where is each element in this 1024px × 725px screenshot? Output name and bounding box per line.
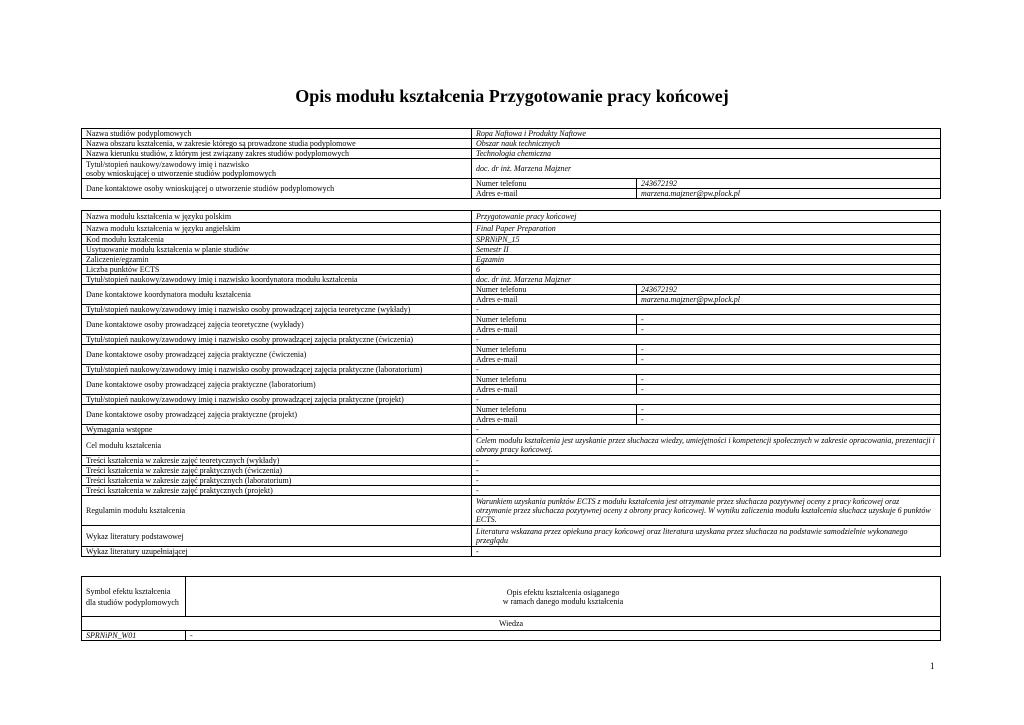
field-label: Treści kształcenia w zakresie zajęć praktycznych (laboratorium) bbox=[82, 476, 472, 486]
table-row bbox=[82, 486, 941, 496]
phone-value: - bbox=[637, 345, 941, 355]
field-label: Wymagania wstępne bbox=[82, 425, 472, 435]
field-value: Egzamin bbox=[472, 255, 941, 265]
table-row bbox=[82, 149, 941, 159]
field-label: Dane kontaktowe osoby wnioskującej o utworzenie studiów podyplomowych bbox=[82, 179, 472, 199]
table-row bbox=[82, 223, 941, 235]
field-label: Treści kształcenia w zakresie zajęć praktycznych (projekt) bbox=[82, 486, 472, 496]
phone-value: 243672192 bbox=[637, 285, 941, 295]
table-row bbox=[82, 129, 941, 139]
phone-value: - bbox=[637, 315, 941, 325]
phone-value: 243672192 bbox=[637, 179, 941, 189]
field-value: Final Paper Preparation bbox=[472, 223, 941, 235]
field-value: Semestr II bbox=[472, 245, 941, 255]
field-label: Dane kontaktowe osoby prowadzącej zajęcia praktyczne (projekt) bbox=[82, 405, 472, 425]
label-line: osoby wnioskującej o utworzenie studiów podyplomowych bbox=[86, 168, 276, 178]
table-row bbox=[82, 159, 941, 179]
email-label: Adres e-mail bbox=[472, 189, 637, 199]
field-label: Treści kształcenia w zakresie zajęć teoretycznych (wykłady) bbox=[82, 456, 472, 466]
table-row bbox=[82, 466, 941, 476]
field-label: Kod modułu kształcenia bbox=[82, 235, 472, 245]
table-row bbox=[82, 255, 941, 265]
field-value: 6 bbox=[472, 265, 941, 275]
table-row bbox=[82, 179, 941, 189]
table-row bbox=[82, 139, 941, 149]
field-value: Warunkiem uzyskania punktów ECTS z modułu kształcenia jest otrzymanie przez słuchacza pozytywnej oceny z pracy końcowej oraz otrzymanie przez słuchacza pozytywnej oceny z obrony pracy końcowej. W wyniku zaliczenia modułu kształcenia słuchacz uzyskuje 6 punktów ECTS. bbox=[472, 496, 941, 526]
email-value: marzena.majzner@pw.plock.pl bbox=[637, 295, 941, 305]
field-label: Tytuł/stopień naukowy/zawodowy imię i nazwisko osoby prowadzącej zajęcia praktyczne (projekt) bbox=[82, 395, 472, 405]
field-label bbox=[82, 159, 472, 179]
field-value: doc. dr inż. Marzena Majzner bbox=[472, 275, 941, 285]
field-label: Nazwa obszaru kształcenia, w zakresie którego są prowadzone studia podyplomowe bbox=[82, 139, 472, 149]
table-row bbox=[82, 547, 941, 557]
table-row bbox=[82, 425, 941, 435]
outcome-description: - bbox=[186, 631, 941, 641]
table-row bbox=[82, 375, 941, 385]
field-label: Zaliczenie/egzamin bbox=[82, 255, 472, 265]
table-row bbox=[82, 456, 941, 466]
field-value: - bbox=[472, 486, 941, 496]
field-label: Regulamin modułu kształcenia bbox=[82, 496, 472, 526]
table-row bbox=[82, 335, 941, 345]
phone-label: Numer telefonu bbox=[472, 375, 637, 385]
email-value: - bbox=[637, 415, 941, 425]
table-row bbox=[82, 235, 941, 245]
field-value: - bbox=[472, 425, 941, 435]
email-label: Adres e-mail bbox=[472, 295, 637, 305]
field-label: Nazwa modułu kształcenia w języku polskim bbox=[82, 211, 472, 223]
field-label: Liczba punktów ECTS bbox=[82, 265, 472, 275]
email-label: Adres e-mail bbox=[472, 415, 637, 425]
field-value: - bbox=[472, 456, 941, 466]
label-line: Tytuł/stopień naukowy/zawodowy imię i nazwisko bbox=[86, 159, 249, 169]
phone-label: Numer telefonu bbox=[472, 315, 637, 325]
header-line: Opis efektu kształcenia osiąganego bbox=[506, 587, 620, 597]
learning-outcomes-table bbox=[81, 576, 941, 641]
field-label: Nazwa modułu kształcenia w języku angielskim bbox=[82, 223, 472, 235]
table-row bbox=[82, 275, 941, 285]
phone-label: Numer telefonu bbox=[472, 179, 637, 189]
field-label: Dane kontaktowe osoby prowadzącej zajęcia teoretyczne (wykłady) bbox=[82, 315, 472, 335]
symbol-header: Symbol efektu kształcenia dla studiów podyplomowych bbox=[82, 577, 186, 617]
table-row bbox=[82, 577, 941, 617]
field-label: Tytuł/stopień naukowy/zawodowy imię i nazwisko osoby prowadzącej zajęcia teoretyczne (wykłady) bbox=[82, 305, 472, 315]
table-row bbox=[82, 265, 941, 275]
table-row bbox=[82, 526, 941, 547]
table-row bbox=[82, 435, 941, 456]
table-row bbox=[82, 211, 941, 223]
field-label: Tytuł/stopień naukowy/zawodowy imię i nazwisko osoby prowadzącej zajęcia praktyczne (laboratorium) bbox=[82, 365, 472, 375]
email-value: - bbox=[637, 355, 941, 365]
table-row bbox=[82, 285, 941, 295]
phone-label: Numer telefonu bbox=[472, 285, 637, 295]
field-value: Przygotowanie pracy końcowej bbox=[472, 211, 941, 223]
table-row bbox=[82, 245, 941, 255]
table-row bbox=[82, 315, 941, 325]
field-value: SPRNiPN_15 bbox=[472, 235, 941, 245]
outcome-symbol: SPRNiPN_W01 bbox=[82, 631, 186, 641]
table-row bbox=[82, 345, 941, 355]
field-label: Usytuowanie modułu kształcenia w planie studiów bbox=[82, 245, 472, 255]
email-value: - bbox=[637, 385, 941, 395]
email-label: Adres e-mail bbox=[472, 385, 637, 395]
phone-value: - bbox=[637, 375, 941, 385]
field-value: Technologia chemiczna bbox=[472, 149, 941, 159]
phone-label: Numer telefonu bbox=[472, 405, 637, 415]
table-row bbox=[82, 405, 941, 415]
description-header bbox=[186, 577, 941, 617]
field-label: Tytuł/stopień naukowy/zawodowy imię i nazwisko osoby prowadzącej zajęcia praktyczne (ćwiczenia) bbox=[82, 335, 472, 345]
table-row bbox=[82, 476, 941, 486]
field-label: Treści kształcenia w zakresie zajęć praktycznych (ćwiczenia) bbox=[82, 466, 472, 476]
table-row bbox=[82, 365, 941, 375]
field-label: Dane kontaktowe koordynatora modułu kształcenia bbox=[82, 285, 472, 305]
field-value: Ropa Naftowa i Produkty Naftowe bbox=[472, 129, 941, 139]
program-info-table bbox=[81, 128, 941, 199]
field-label: Cel modułu kształcenia bbox=[82, 435, 472, 456]
table-row bbox=[82, 496, 941, 526]
email-label: Adres e-mail bbox=[472, 325, 637, 335]
header-line: w ramach danego modułu kształcenia bbox=[502, 596, 624, 606]
field-label: Wykaz literatury podstawowej bbox=[82, 526, 472, 547]
field-value: - bbox=[472, 466, 941, 476]
field-value: - bbox=[472, 395, 941, 405]
field-value: Obszar nauk technicznych bbox=[472, 139, 941, 149]
module-info-table bbox=[81, 210, 941, 557]
field-value: doc. dr inż. Marzena Majzner bbox=[472, 159, 941, 179]
field-label: Wykaz literatury uzupełniającej bbox=[82, 547, 472, 557]
email-value: marzena.majzner@pw.plock.pl bbox=[637, 189, 941, 199]
phone-label: Numer telefonu bbox=[472, 345, 637, 355]
page-title: Opis modułu kształcenia Przygotowanie pracy końcowej bbox=[295, 86, 729, 106]
field-label: Nazwa studiów podyplomowych bbox=[82, 129, 472, 139]
field-label: Dane kontaktowe osoby prowadzącej zajęcia praktyczne (ćwiczenia) bbox=[82, 345, 472, 365]
email-value: - bbox=[637, 325, 941, 335]
field-label: Dane kontaktowe osoby prowadzącej zajęcia praktyczne (laboratorium) bbox=[82, 375, 472, 395]
field-value: Literatura wskazana przez opiekuna pracy końcowej oraz literatura uzyskana przez słuchacza na podstawie samodzielnie wykonanego przeglądu bbox=[472, 526, 941, 547]
category-heading: Wiedza bbox=[82, 617, 941, 631]
field-value: - bbox=[472, 476, 941, 486]
field-value: - bbox=[472, 365, 941, 375]
table-row bbox=[82, 395, 941, 405]
field-label: Tytuł/stopień naukowy/zawodowy imię i nazwisko koordynatora modułu kształcenia bbox=[82, 275, 472, 285]
table-row bbox=[82, 631, 941, 641]
field-label: Nazwa kierunku studiów, z którym jest związany zakres studiów podyplomowych bbox=[82, 149, 472, 159]
field-value: - bbox=[472, 305, 941, 315]
field-value: Celem modułu kształcenia jest uzyskanie przez słuchacza wiedzy, umiejętności i kompetencji społecznych w zakresie opracowania, prezentacji i obrony pracy końcowej. bbox=[472, 435, 941, 456]
phone-value: - bbox=[637, 405, 941, 415]
field-value: - bbox=[472, 335, 941, 345]
table-row bbox=[82, 617, 941, 631]
page-number: 1 bbox=[930, 661, 935, 671]
field-value: - bbox=[472, 547, 941, 557]
table-row bbox=[82, 305, 941, 315]
email-label: Adres e-mail bbox=[472, 355, 637, 365]
